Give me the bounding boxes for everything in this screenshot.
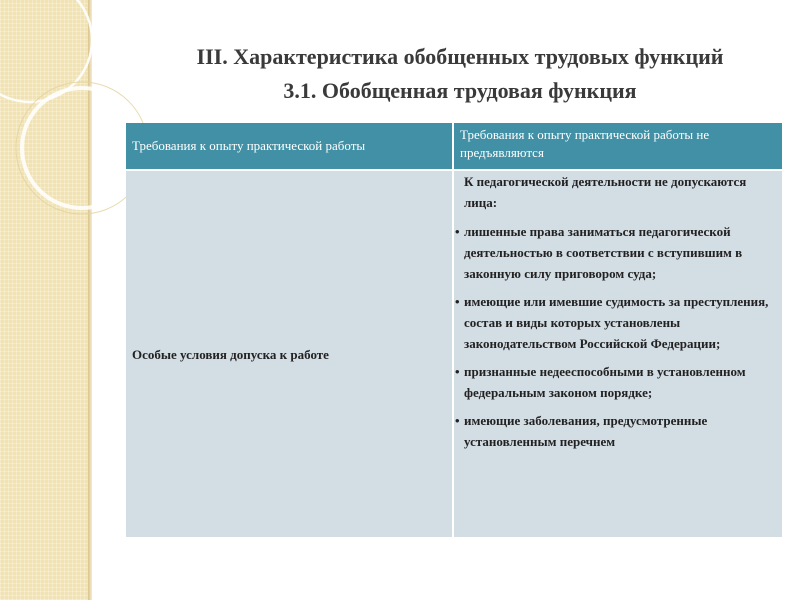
list-item-text: лишенные права заниматься педагогической деятельностью в соответствии с вступившим в законную силу приговором суда;	[464, 224, 743, 281]
list-item	[455, 410, 778, 452]
bullet-icon: •	[455, 294, 460, 309]
table-header-row	[126, 123, 782, 170]
header-cell-right: Требования к опыту практической работы не предъявляются	[453, 123, 782, 170]
restriction-list	[455, 221, 778, 452]
restriction-intro: К педагогической деятельности не допускаются лица:	[464, 174, 747, 210]
bullet-icon: •	[455, 364, 460, 379]
list-item	[455, 291, 778, 354]
list-item	[455, 361, 778, 403]
row-label-cell: Особые условия допуска к работе	[126, 170, 453, 537]
row-content-cell	[453, 170, 782, 537]
list-item-text: имеющие или имевшие судимость за преступления, состав и виды которых установлены законодательством Российской Федерации;	[464, 294, 769, 351]
header-cell-left: Требования к опыту практической работы	[126, 123, 453, 170]
list-item	[455, 221, 778, 284]
list-item-text: признанные недееспособными в установленном федеральным законом порядке;	[464, 364, 746, 400]
table-row	[126, 170, 782, 537]
bullet-icon: •	[455, 224, 460, 239]
list-item-text: имеющие заболевания, предусмотренные установленным перечнем	[464, 413, 708, 449]
requirements-table	[126, 123, 782, 537]
bullet-icon: •	[455, 413, 460, 428]
page-subtitle: 3.1. Обобщенная трудовая функция	[283, 78, 637, 103]
page-title: III. Характеристика обобщенных трудовых функций	[196, 44, 724, 69]
